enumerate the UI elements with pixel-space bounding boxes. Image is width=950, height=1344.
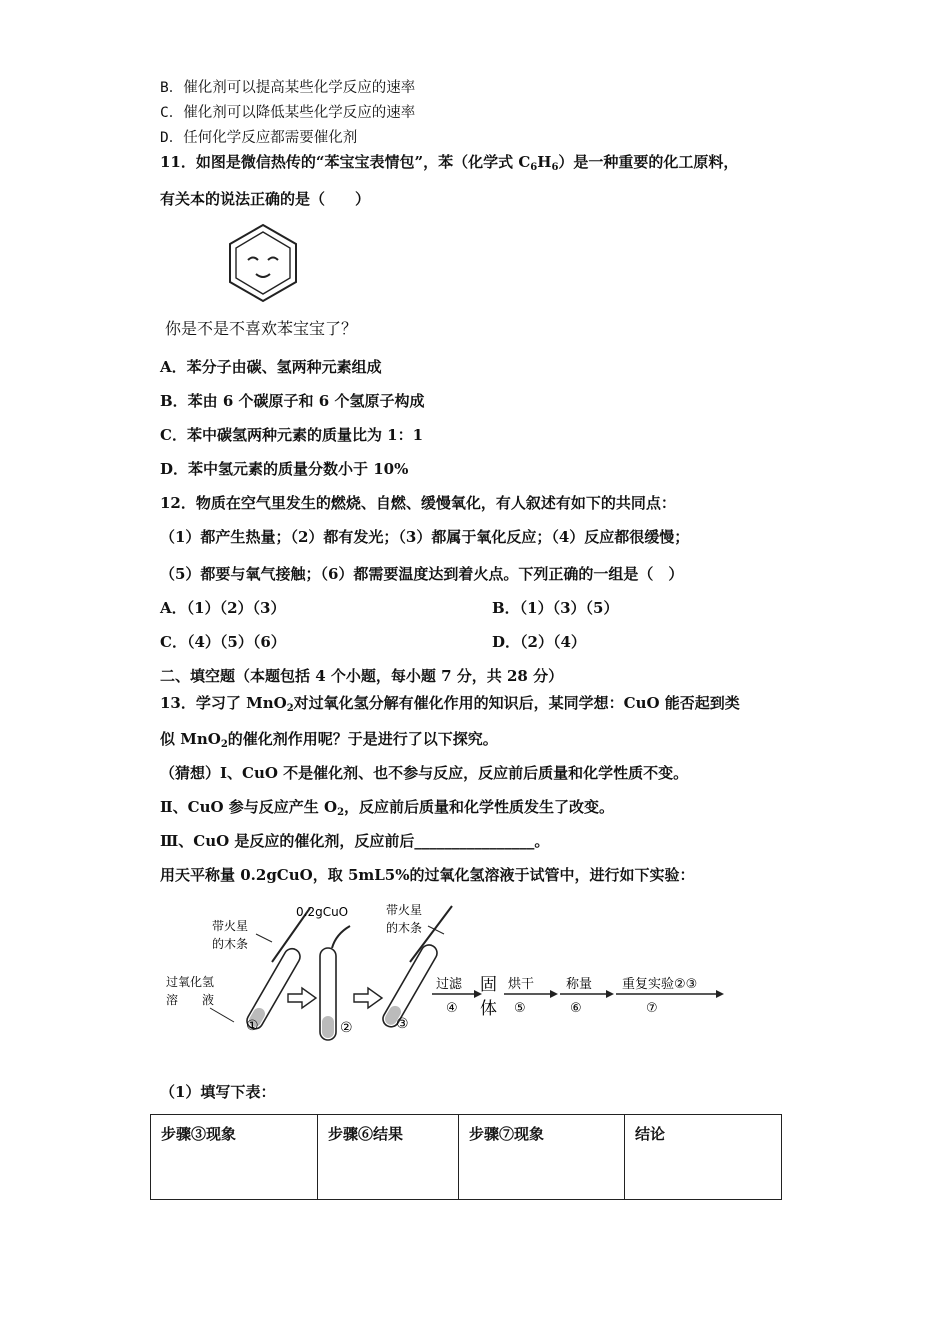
step-1: ① <box>246 1018 259 1034</box>
q12-line3: （5）都要与氧气接触；（6）都需要温度达到着火点。下列正确的一组是（ ） <box>160 565 684 583</box>
q11-stem-line2: 有关本的说法正确的是（ ） <box>160 190 371 208</box>
step-7: ⑦ <box>646 1001 658 1016</box>
test-tube-3 <box>380 942 440 1030</box>
table-header-step6: 步骤⑥结果 <box>318 1115 459 1200</box>
filter-label: 过滤 <box>436 977 463 992</box>
step-4: ④ <box>446 1001 458 1016</box>
weigh-label: 称量 <box>566 977 593 992</box>
solid-label-b: 体 <box>480 999 497 1019</box>
q13-fill-table: （1）填写下表： <box>160 1083 276 1101</box>
benzene-emoji-figure <box>222 222 304 304</box>
q13-stem: 13．学习了 MnO$_2$对过氧化氢分解有催化作用的知识后，某同学想：CuO 能否起到类 <box>160 694 740 714</box>
cuo-label: 0.2gCuO <box>296 905 349 919</box>
q10-option-c: C．催化剂可以降低某些化学反应的速率 <box>160 105 416 121</box>
experiment-diagram <box>160 898 740 1058</box>
q11-option-d: D．苯中氢元素的质量分数小于 10% <box>160 460 409 478</box>
arrow-2 <box>354 988 382 1008</box>
q12-option-d: D．（2）（4） <box>492 633 586 651</box>
dry-label: 烘干 <box>508 977 535 992</box>
q11-option-b: B．苯由 6 个碳原子和 6 个氢原子构成 <box>160 392 425 410</box>
step-6: ⑥ <box>570 1001 582 1016</box>
q12-option-b: B．（1）（3）（5） <box>492 599 619 617</box>
step-3: ③ <box>396 1016 409 1032</box>
repeat-label: 重复实验②③ <box>622 977 698 992</box>
splint-label-2a: 带火星 <box>386 903 423 917</box>
solution-label-b: 溶 液 <box>166 993 215 1007</box>
splint-label-2b: 的木条 <box>386 921 423 935</box>
q13-guess-1: （猜想）Ⅰ、CuO 不是催化剂、也不参与反应，反应前后质量和化学性质不变。 <box>160 764 689 782</box>
q10-option-d: D．任何化学反应都需要催化剂 <box>160 130 358 146</box>
q13-procedure: 用天平称量 0.2gCuO，取 5mL5%的过氧化氢溶液于试管中，进行如下实验： <box>160 866 695 884</box>
solution-label-a: 过氧化氢 <box>166 975 215 989</box>
q10-option-b: B．催化剂可以提高某些化学反应的速率 <box>160 80 416 96</box>
q12-option-a: A．（1）（2）（3） <box>160 599 286 617</box>
step-5: ⑤ <box>514 1001 526 1016</box>
solid-label-a: 固 <box>480 975 497 995</box>
splint-label-1b: 的木条 <box>212 937 249 951</box>
answer-table <box>150 1114 782 1200</box>
q12-stem: 12．物质在空气里发生的燃烧、自燃、缓慢氧化，有人叙述有如下的共同点： <box>160 494 676 512</box>
q13-stem-line2: 似 MnO$_2$的催化剂作用呢？于是进行了以下探究。 <box>160 730 498 750</box>
table-header-step3: 步骤③现象 <box>151 1115 318 1200</box>
q11-option-a: A．苯分子由碳、氢两种元素组成 <box>160 358 382 376</box>
q12-option-c: C．（4）（5）（6） <box>160 633 286 651</box>
q13-guess-2: Ⅱ、CuO 参与反应产生 $O_2$，反应前后质量和化学性质发生了改变。 <box>160 798 615 818</box>
table-header-step7: 步骤⑦现象 <box>459 1115 625 1200</box>
arrow-1 <box>288 988 316 1008</box>
splint-label-1a: 带火星 <box>212 919 249 933</box>
benzene-caption: 你是不是不喜欢苯宝宝了？ <box>165 319 358 338</box>
q11-option-c: C．苯中碳氢两种元素的质量比为 1：1 <box>160 426 424 444</box>
q13-guess-3: Ⅲ、CuO 是反应的催化剂，反应前后________________。 <box>160 832 550 850</box>
section-heading: 二、填空题（本题包括 4 个小题，每小题 7 分，共 28 分） <box>160 667 564 685</box>
q12-line2: （1）都产生热量；（2）都有发光；（3）都属于氧化反应；（4）反应都很缓慢； <box>160 528 690 546</box>
q11-stem: 11．如图是微信热传的“苯宝宝表情包”，苯（化学式 $C_6H_6$）是一种重要的化工原料， <box>160 153 739 173</box>
step-2: ② <box>340 1020 353 1036</box>
table-header-conclusion: 结论 <box>625 1115 782 1200</box>
